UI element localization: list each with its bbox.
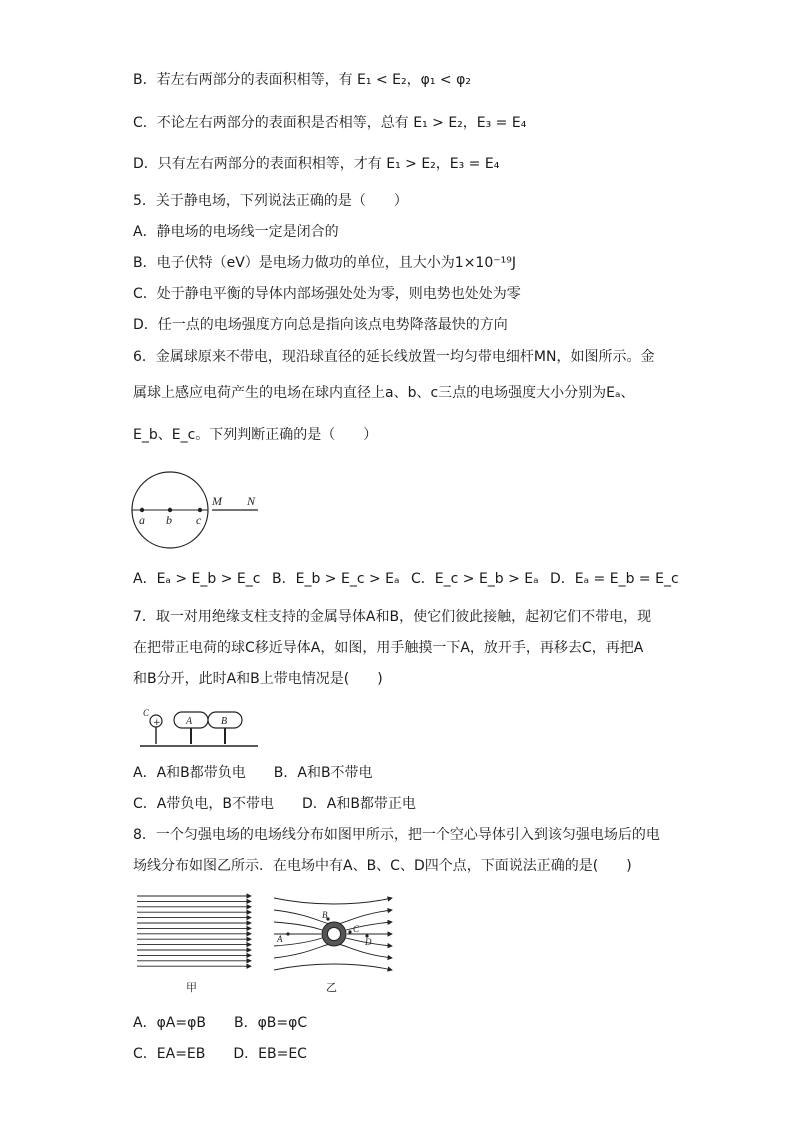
field-line-1 [274,898,392,904]
q8-figure-yi-hollow-conductor [272,892,396,972]
q8-options-ab: A．φA=φB B．φB=φC [133,1015,308,1031]
q5-option-d: D．任一点的电场强度方向总是指向该点电势降落最快的方向 [133,317,508,333]
label-c: C [353,924,360,934]
q8-figure-jia-uniform-field [135,892,255,972]
q7-options-cd: C．A带负电，B不带电 D．A和B都带正电 [133,796,416,812]
label-b: b [166,513,172,527]
label-b: B [322,910,328,920]
q4-option-d: D．只有左右两部分的表面积相等，才有 E₁ > E₂，E₃ = E₄ [133,156,500,172]
q4-option-b: B．若左右两部分的表面积相等，有 E₁ < E₂，φ₁ < φ₂ [133,72,471,88]
point-a-dot [286,932,289,935]
q7-stem-line3: 和B分开，此时A和B上带电情况是( ) [133,671,383,687]
label-c: c [196,513,202,527]
q8-label-yi: 乙 [326,981,337,994]
q8-options-cd: C．EA=EB D．EB=EC [133,1046,307,1062]
q6-option-d: D．Eₐ = E_b = E_c [550,571,679,587]
hollow-conductor-inner [328,928,341,941]
q8-stem-line2: 场线分布如图乙所示．在电场中有A、B、C、D四个点，下面说法正确的是( ) [133,858,632,874]
q6-stem-line1: 6．金属球原来不带电，现沿球直径的延长线放置一均匀带电细杆MN，如图所示。金 [133,349,655,365]
label-m: M [212,494,222,508]
point-b-dot [168,508,172,512]
q7-options-ab: A．A和B都带负电 B．A和B不带电 [133,765,373,781]
point-c-dot [348,930,351,933]
q7-stem-line1: 7．取一对用绝缘支柱支持的金属导体A和B，使它们彼此接触，起初它们不带电，现 [133,609,652,625]
q5-option-c: C．处于静电平衡的导体内部场强处处为零，则电势也处处为零 [133,286,521,302]
label-c: C [143,708,150,718]
q7-stem-line2: 在把带正电荷的球C移近导体A，如图，用手触摸一下A，放开手，再移去C，再把A [133,640,644,656]
q6-option-a: A．Eₐ > E_b > E_c [133,571,261,587]
field-line-7 [274,964,392,970]
label-b: B [221,716,228,727]
q8-stem-line1: 8．一个匀强电场的电场线分布如图甲所示，把一个空心导体引入到该匀强电场后的电 [133,827,660,843]
q5-option-a: A．静电场的电场线一定是闭合的 [133,224,339,240]
label-d: D [365,937,372,947]
q5-option-b: B．电子伏特（eV）是电场力做功的单位，且大小为1×10⁻¹⁹J [133,255,516,271]
label-a: a [139,513,145,527]
q6-option-c: C．E_c > E_b > Eₐ [411,571,539,587]
q7-figure-conductors [140,703,260,751]
q6-stem-line2: 属球上感应电荷产生的电场在球内直径上a、b、c三点的电场强度大小分别为Eₐ、 [133,385,635,401]
q4-option-c: C．不论左右两部分的表面积是否相等，总有 E₁ > E₂，E₃ = E₄ [133,115,527,131]
label-a: A [277,934,283,944]
q6-figure-sphere-rod [130,472,270,554]
point-c-dot [198,508,202,512]
label-a: A [186,716,193,727]
ball-c-plus: + [153,718,161,728]
point-a-dot [140,508,144,512]
q5-stem: 5．关于静电场，下列说法正确的是（ ） [133,193,408,209]
q6-stem-line3: E_b、E_c。下列判断正确的是（ ） [133,427,378,443]
label-n: N [247,494,256,508]
q8-label-jia: 甲 [186,981,197,994]
q6-option-b: B．E_b > E_c > Eₐ [272,571,400,587]
